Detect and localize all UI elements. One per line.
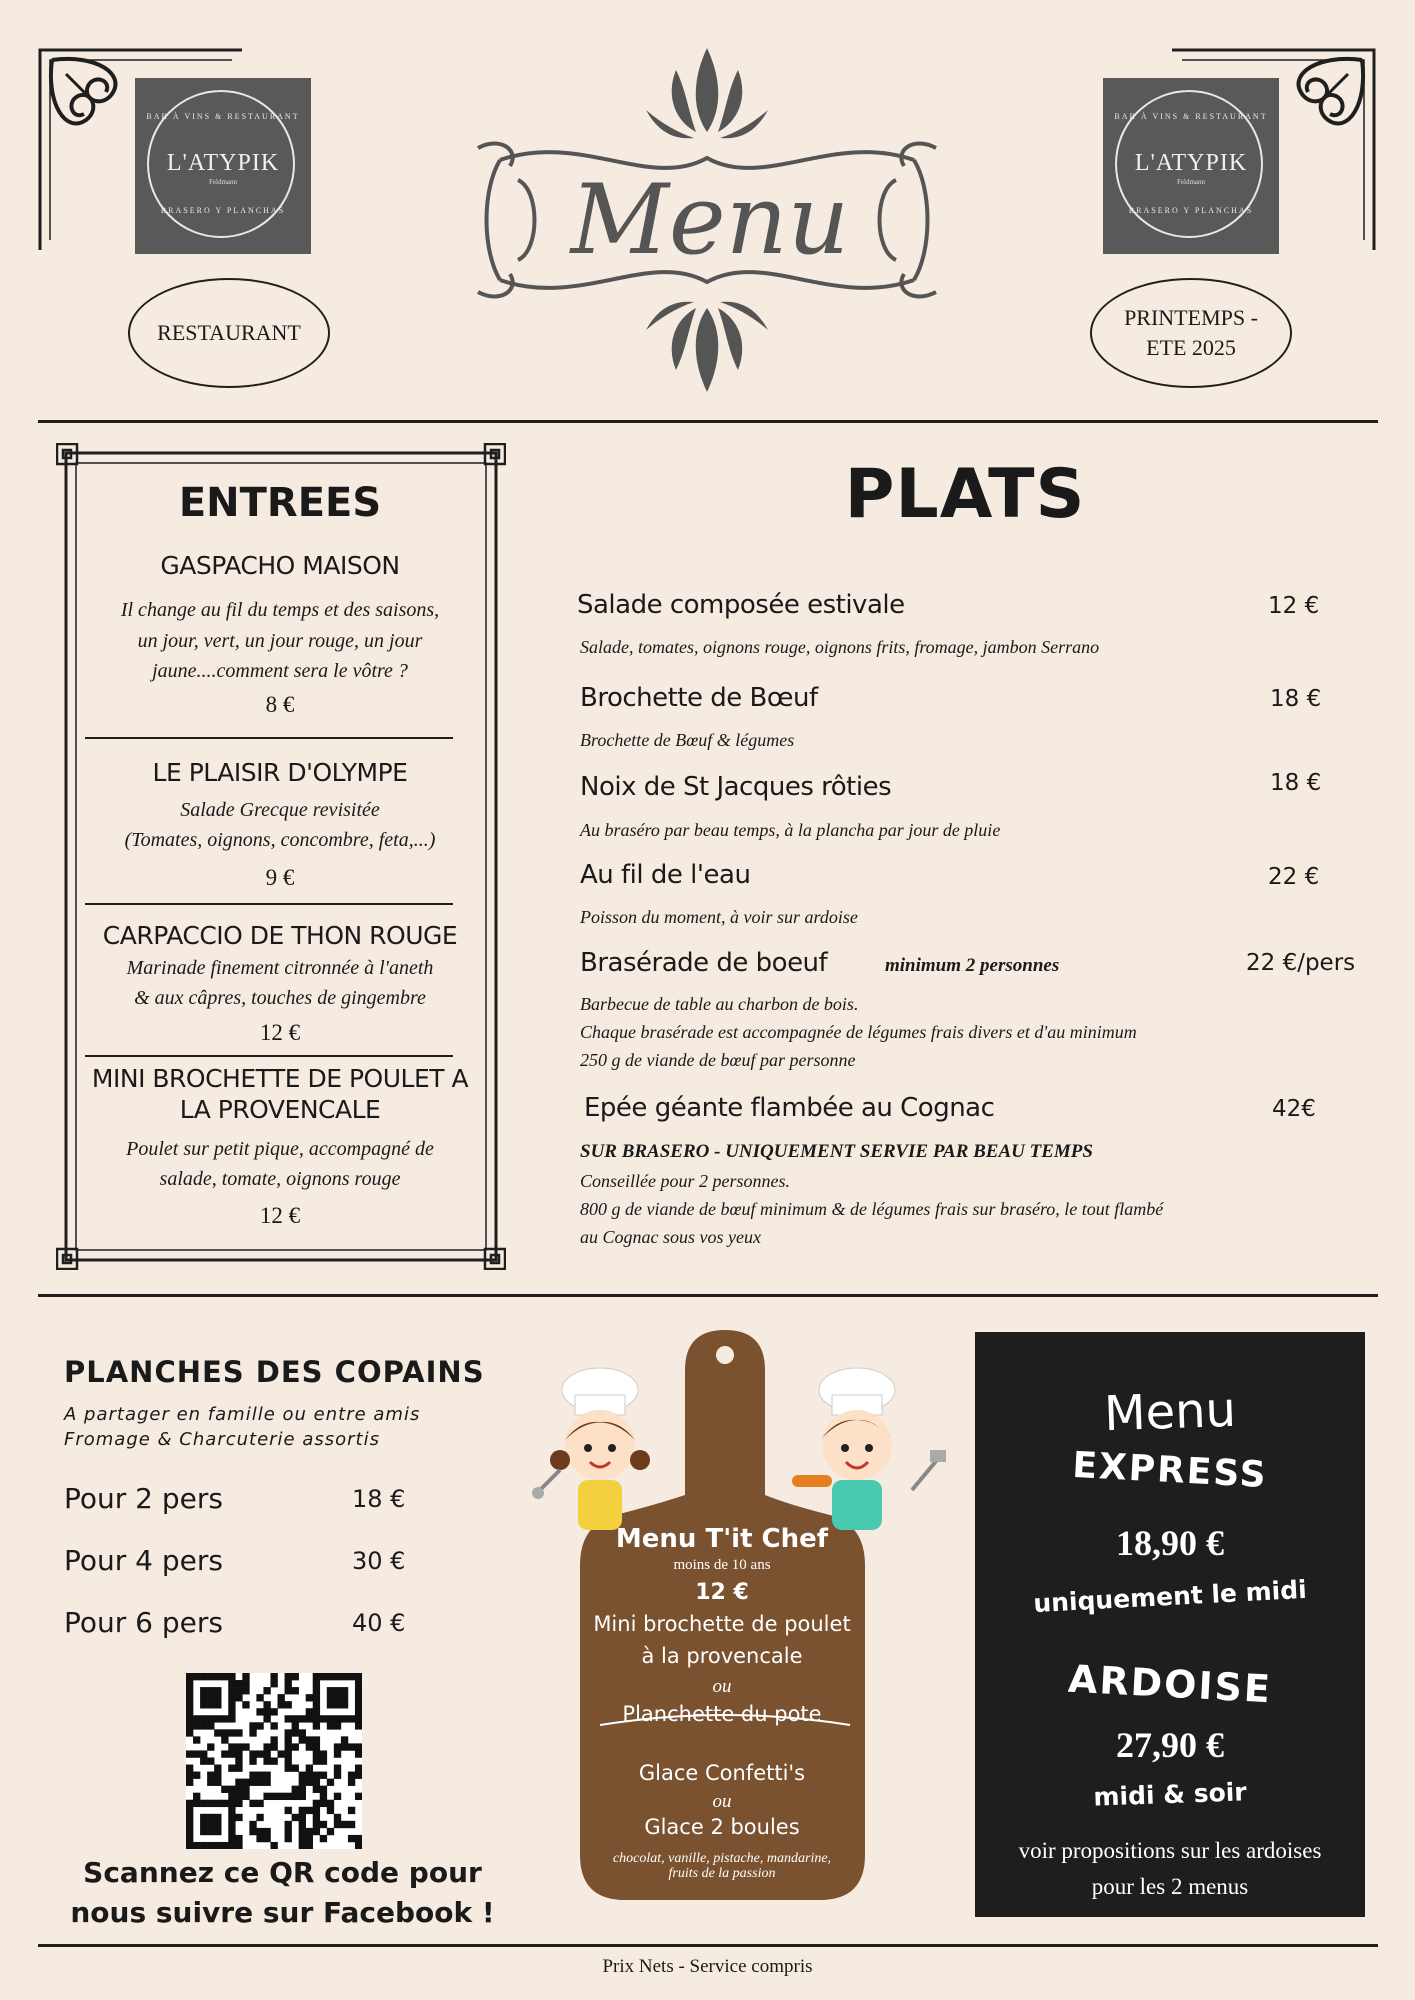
plat-name: Brasérade de boeuf bbox=[580, 948, 828, 978]
planches-subtitle-line: A partager en famille ou entre amis bbox=[64, 1404, 421, 1425]
logo-arc-top: BAR À VINS & RESTAURANT bbox=[1114, 112, 1268, 121]
kids-flavors-line2: fruits de la passion bbox=[668, 1866, 776, 1881]
plat-note: minimum 2 personnes bbox=[885, 955, 1060, 976]
kids-dessert2: Glace 2 boules bbox=[644, 1815, 800, 1839]
kids-choice1-line2: à la provencale bbox=[641, 1644, 803, 1668]
plat-desc-line: Conseillée pour 2 personnes. bbox=[580, 1171, 790, 1191]
plat-price: 42€ bbox=[1272, 1096, 1316, 1122]
plat-price: 18 € bbox=[1270, 770, 1322, 796]
plat-desc-line: 800 g de viande de bœuf minimum & de légumes frais sur braséro, le tout flambé bbox=[580, 1199, 1164, 1219]
plat-price: 22 € bbox=[1268, 864, 1320, 890]
entree-name: GASPACHO MAISON bbox=[160, 551, 400, 580]
entree-price: 8 € bbox=[265, 692, 295, 717]
planche-price: 40 € bbox=[352, 1609, 406, 1637]
planches-title: PLANCHES DES COPAINS bbox=[64, 1355, 485, 1389]
plat-name: Brochette de Bœuf bbox=[580, 683, 818, 713]
planches-subtitle-line: Fromage & Charcuterie assortis bbox=[64, 1429, 380, 1450]
chalk-express-note: uniquement le midi bbox=[1032, 1574, 1308, 1619]
chef-boy-illustration bbox=[762, 1350, 952, 1540]
logo-name: L'ATYPIK bbox=[166, 150, 280, 176]
chalk-ardoise: ARDOISE bbox=[1066, 1656, 1273, 1712]
facebook-qr-code[interactable] bbox=[186, 1673, 362, 1849]
logo-arc-bottom: BRASERO Y PLANCHAS bbox=[160, 206, 286, 215]
entree-desc-line: salade, tomate, oignons rouge bbox=[159, 1168, 401, 1190]
entree-separator bbox=[85, 737, 453, 739]
divider-bottom bbox=[38, 1944, 1378, 1947]
planche-size: Pour 2 pers bbox=[64, 1482, 223, 1515]
plat-desc-line: Salade, tomates, oignons rouge, oignons frits, fromage, jambon Serrano bbox=[580, 637, 1100, 657]
plat-desc-line: Au braséro par beau temps, à la plancha par jour de pluie bbox=[580, 820, 1001, 840]
divider-middle bbox=[38, 1294, 1378, 1297]
kids-choice2: Planchette du pote bbox=[622, 1702, 822, 1726]
entree-separator bbox=[85, 903, 453, 905]
plat-note: SUR BRASERO - UNIQUEMENT SERVIE PAR BEAU TEMPS bbox=[580, 1141, 1093, 1162]
plat-desc-line: Chaque brasérade est accompagnée de légumes frais divers et d'au minimum bbox=[580, 1022, 1137, 1042]
entree-separator bbox=[85, 1055, 453, 1057]
entree-price: 9 € bbox=[265, 865, 295, 890]
logo-right bbox=[1103, 78, 1279, 254]
logo-arc-bottom: BRASERO Y PLANCHAS bbox=[1128, 206, 1254, 215]
entree-desc-line: (Tomates, oignons, concombre, feta,...) bbox=[124, 829, 436, 851]
entree-desc-line: Il change au fil du temps et des saisons, bbox=[120, 599, 440, 621]
logo-sub: Feldmann bbox=[1177, 178, 1205, 186]
chalk-ardoise-price: 27,90 € bbox=[1116, 1725, 1224, 1765]
plat-name: Noix de St Jacques rôties bbox=[580, 772, 892, 802]
divider-top bbox=[38, 420, 1378, 423]
plat-price: 22 €/pers bbox=[1246, 950, 1356, 976]
chalkboard bbox=[975, 1332, 1365, 1917]
plat-price: 12 € bbox=[1268, 593, 1320, 619]
plat-name: Au fil de l'eau bbox=[580, 860, 751, 890]
entree-name: MINI BROCHETTE DE POULET A bbox=[91, 1064, 469, 1093]
season-line1: PRINTEMPS - bbox=[1124, 305, 1258, 330]
plat-desc-line: Poisson du moment, à voir sur ardoise bbox=[580, 907, 858, 927]
chalk-menu: Menu bbox=[1103, 1381, 1237, 1443]
entree-desc-line: jaune....comment sera le vôtre ? bbox=[152, 660, 408, 682]
kids-or: ou bbox=[712, 1676, 732, 1697]
kids-dessert1: Glace Confetti's bbox=[638, 1761, 806, 1785]
logo-name: L'ATYPIK bbox=[1134, 150, 1248, 176]
kids-or: ou bbox=[712, 1791, 732, 1812]
chalk-express-price: 18,90 € bbox=[1116, 1523, 1224, 1563]
entree-desc-line: Salade Grecque revisitée bbox=[180, 799, 380, 821]
qr-caption-line: Scannez ce QR code pour bbox=[83, 1856, 482, 1889]
restaurant-badge-text: RESTAURANT bbox=[157, 320, 301, 345]
chalk-footer: voir propositions sur les ardoises bbox=[1018, 1838, 1322, 1863]
entree-desc-line: un jour, vert, un jour rouge, un jour bbox=[137, 630, 423, 652]
entree-desc-line: & aux câpres, touches de gingembre bbox=[134, 987, 426, 1009]
planche-size: Pour 4 pers bbox=[64, 1544, 223, 1577]
chalk-footer-line2: pour les 2 menus bbox=[1091, 1874, 1249, 1899]
plat-desc-line: Brochette de Bœuf & légumes bbox=[580, 730, 795, 750]
kids-price: 12 € bbox=[695, 1580, 749, 1605]
entree-desc-line: Poulet sur petit pique, accompagné de bbox=[126, 1138, 434, 1160]
footer-note: Prix Nets - Service compris bbox=[602, 1956, 813, 1977]
logo-left bbox=[135, 78, 311, 254]
plat-name: Epée géante flambée au Cognac bbox=[584, 1093, 995, 1123]
restaurant-badge bbox=[128, 278, 330, 388]
plats-title: PLATS bbox=[844, 455, 1086, 534]
logo-arc-top: BAR À VINS & RESTAURANT bbox=[146, 112, 300, 121]
entrees-title: ENTREES bbox=[178, 480, 382, 526]
qr-caption-line: nous suivre sur Facebook ! bbox=[70, 1896, 495, 1929]
planche-price: 18 € bbox=[352, 1485, 406, 1513]
kids-menu-title: Menu T'it Chef bbox=[615, 1524, 829, 1554]
kids-age: moins de 10 ans bbox=[673, 1557, 771, 1573]
plat-desc-line: 250 g de viande de bœuf par personne bbox=[580, 1050, 856, 1070]
planche-price: 30 € bbox=[352, 1547, 406, 1575]
entree-price: 12 € bbox=[259, 1020, 301, 1045]
season-line2: ETE 2025 bbox=[1146, 335, 1236, 360]
planche-size: Pour 6 pers bbox=[64, 1606, 223, 1639]
entree-name: CARPACCIO DE THON ROUGE bbox=[102, 921, 458, 950]
plat-desc-line: Barbecue de table au charbon de bois. bbox=[580, 994, 859, 1014]
entree-name-line2: LA PROVENCALE bbox=[179, 1095, 381, 1124]
chalk-ardoise-note: midi & soir bbox=[1092, 1777, 1248, 1812]
kids-flavors: chocolat, vanille, pistache, mandarine, bbox=[612, 1851, 832, 1866]
plat-desc-line: au Cognac sous vos yeux bbox=[580, 1227, 761, 1247]
entree-desc-line: Marinade finement citronnée à l'aneth bbox=[126, 957, 434, 979]
season-badge bbox=[1090, 278, 1292, 388]
plat-name: Salade composée estivale bbox=[577, 590, 905, 620]
menu-title: Menu bbox=[570, 164, 850, 276]
chalk-express: EXPRESS bbox=[1071, 1444, 1269, 1497]
kids-choice1: Mini brochette de poulet bbox=[593, 1612, 851, 1636]
entree-name: LE PLAISIR D'OLYMPE bbox=[152, 758, 408, 787]
plat-price: 18 € bbox=[1270, 686, 1322, 712]
logo-sub: Feldmann bbox=[209, 178, 237, 186]
entree-price: 12 € bbox=[259, 1203, 301, 1228]
chef-girl-illustration bbox=[520, 1350, 690, 1540]
